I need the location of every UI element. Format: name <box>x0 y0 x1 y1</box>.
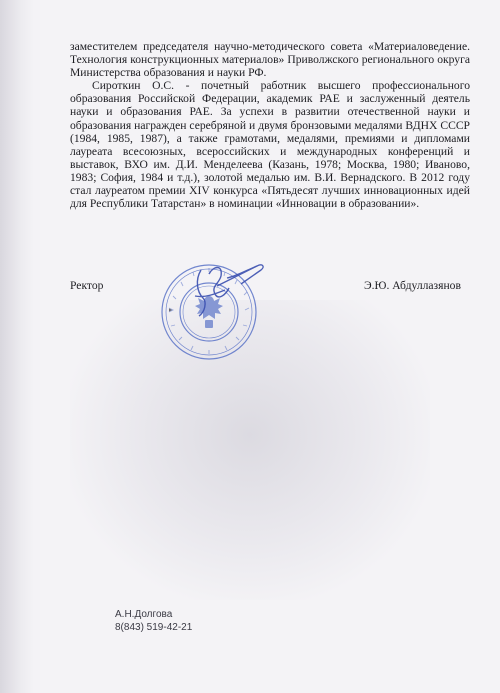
executor-phone: 8(843) 519-42-21 <box>115 622 193 633</box>
signature-block <box>70 279 470 295</box>
letter-paragraph-2: Сироткин О.С. - почетный работник высшего профессионального образования Российской Федерации, академик РАЕ и заслуженный деятель науки и образования РАЕ. За успехи в развитии отечественной науки и образования награжден серебряной и двумя бронзовыми медалями ВДНХ СССР (1984, 1985, 1987), а также грамотами, медалями, премиями и дипломами лауреата всесоюзных, всероссийских и международных конференций и выставок, ВХО им. Д.И. Менделеева (Казань, 1978; Москва, 1980; Иваново, 1983; София, 1984 и т.д.), золотой медалью им. В.И. Вернадского. В 2012 году стал лауреатом премии XIV конкурса «Пятьдесят лучших инновационных идей для Республики Татарстан» в номинации «Инновации в образовании». <box>70 79 470 211</box>
official-seal-stamp <box>157 256 271 364</box>
executor-footer <box>115 608 192 634</box>
letter-paragraph-1: заместителем председателя научно-методического совета «Материаловедение. Технология конструкционных материалов» Приволжского регионального округа Министерства образования и науки РФ. <box>70 40 470 80</box>
executor-name: А.Н.Долгова <box>115 609 173 620</box>
letter-body <box>70 40 470 210</box>
page-edge-shadow <box>0 0 34 693</box>
signatory-name: Э.Ю. Абдуллазянов <box>364 279 461 292</box>
signatory-position: Ректор <box>70 279 104 292</box>
